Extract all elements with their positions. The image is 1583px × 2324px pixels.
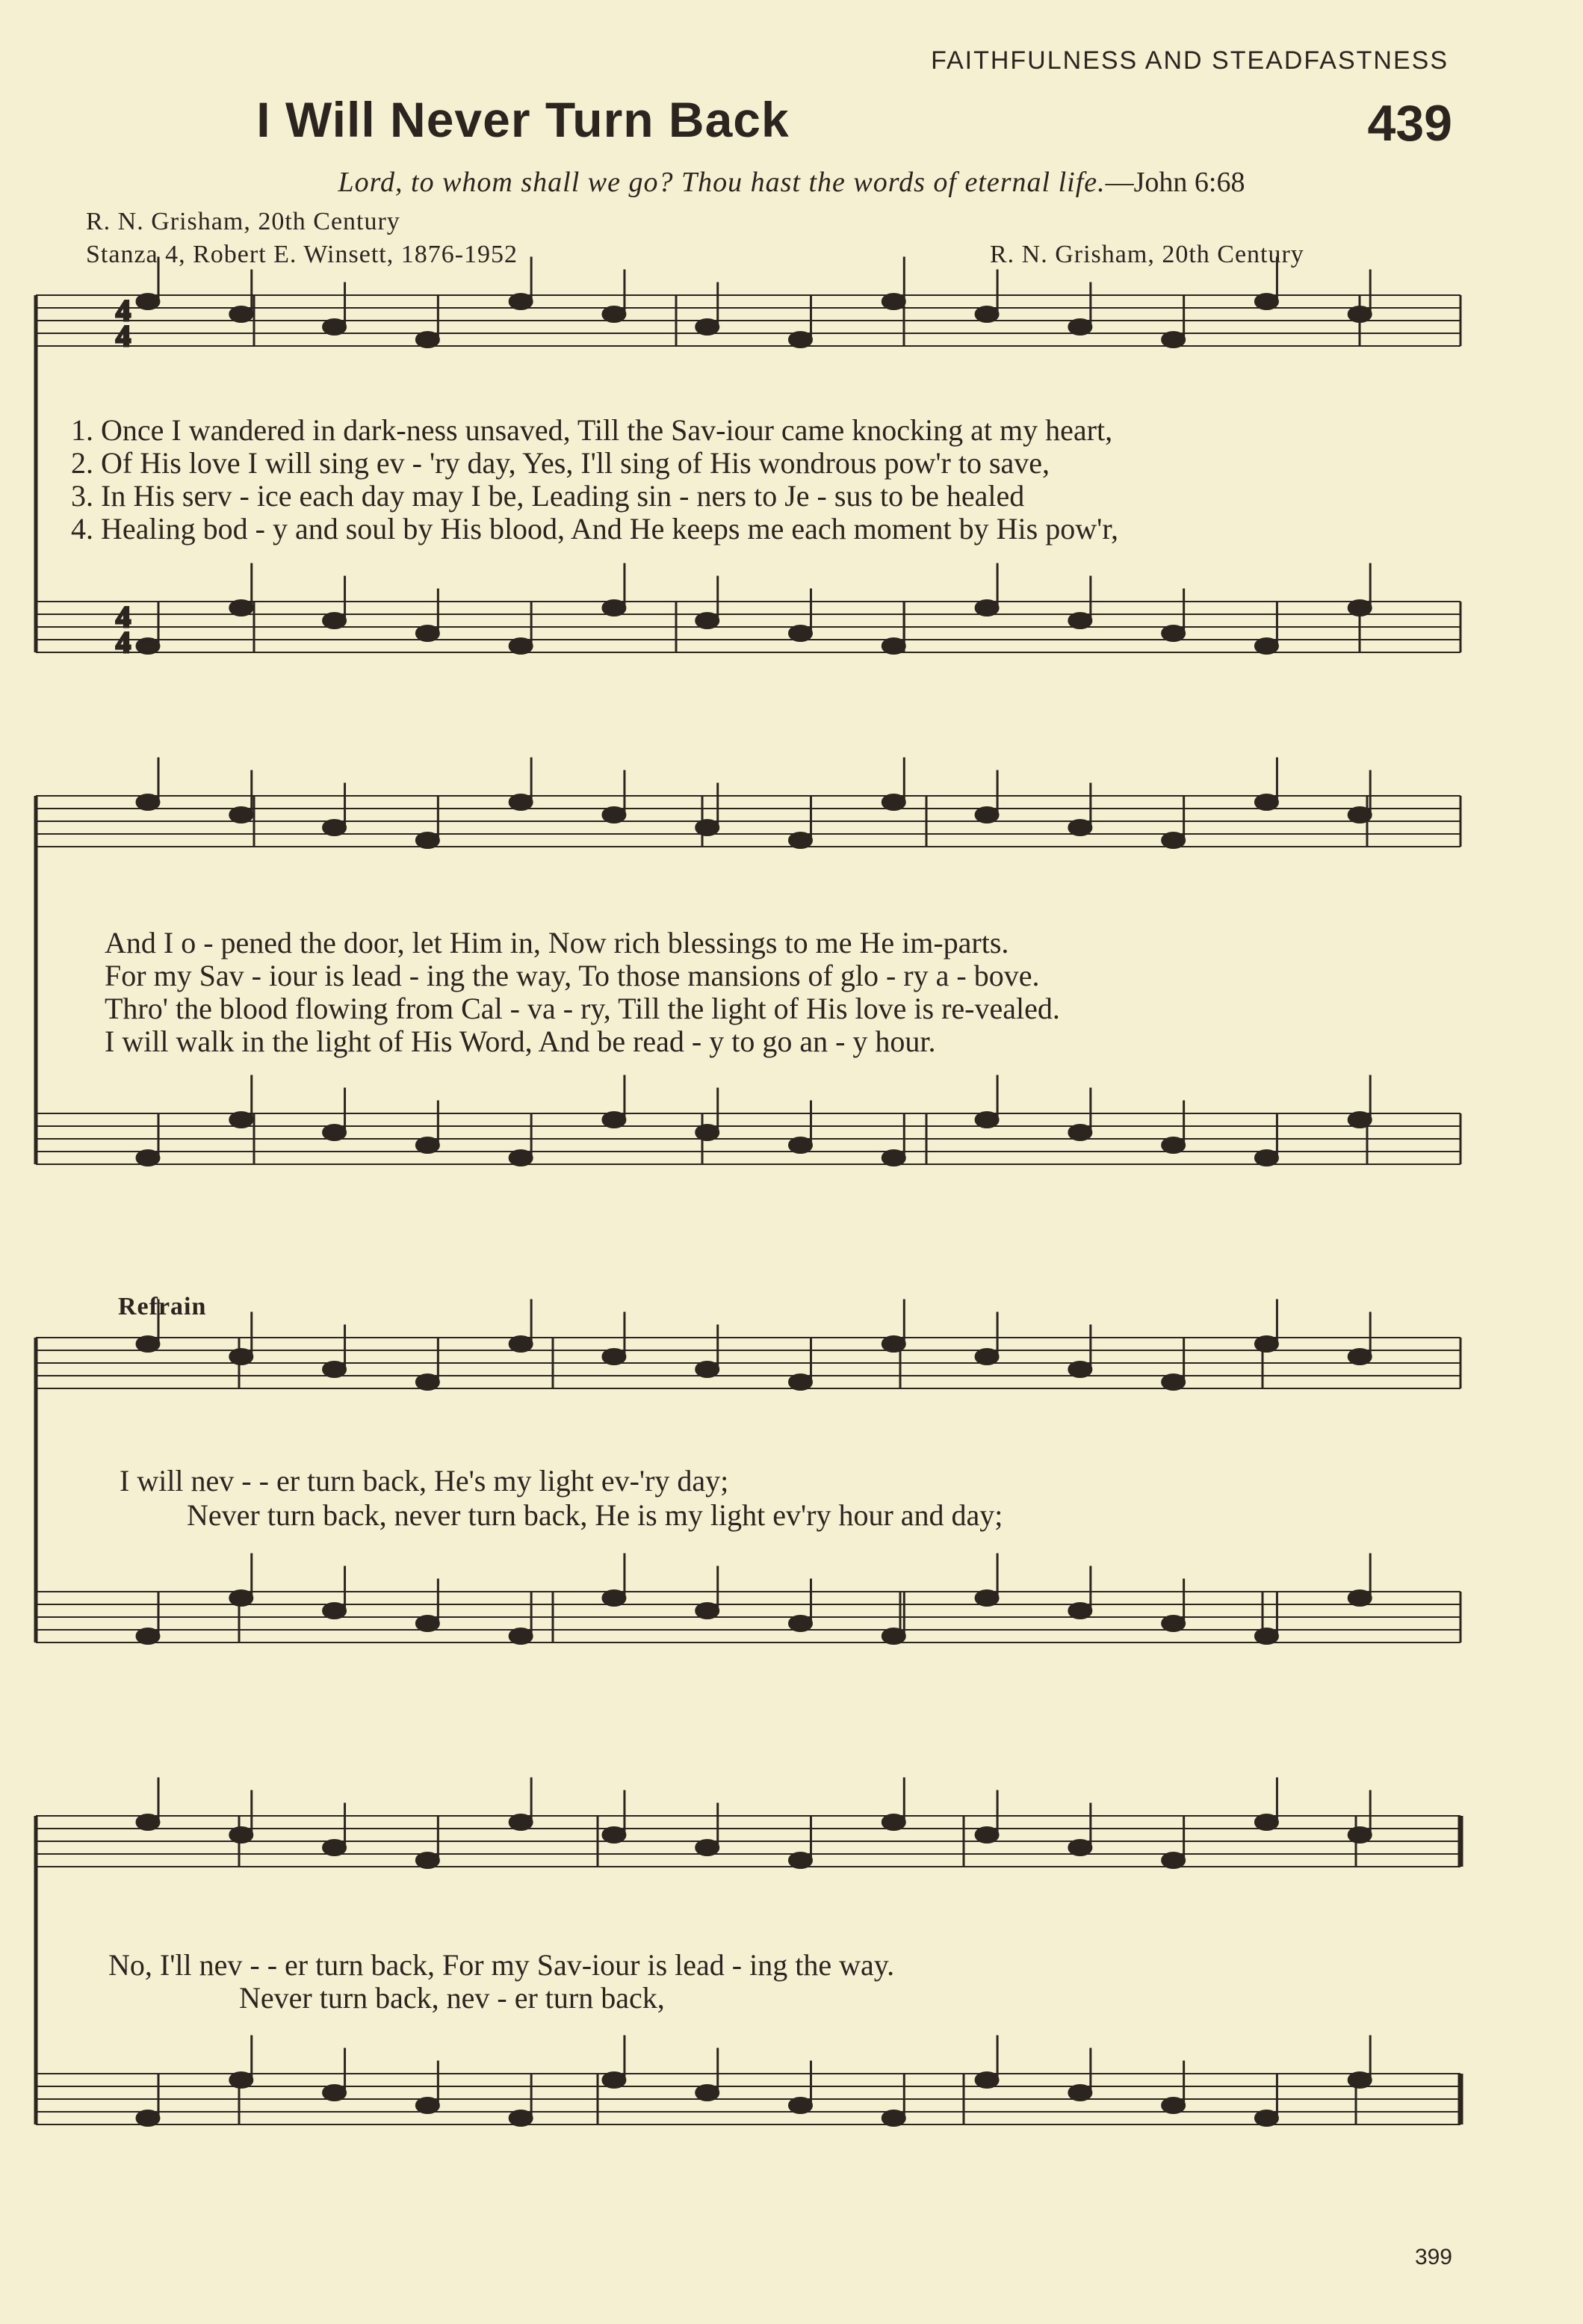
note-head [790,833,812,848]
note-head [1069,1604,1091,1619]
note-head [416,333,439,347]
verse-4-line-a: 4. Healing bod - y and soul by His blood, And He keeps me each moment by His pow'r, [71,512,1119,546]
note-head [230,1113,253,1128]
note-head [509,639,532,654]
refrain-line-2-main: No, I'll nev - - er turn back, For my Sav-iour is lead - ing the way. [108,1948,895,1982]
time-signature-top: 4 [116,600,131,634]
note-head [323,1841,346,1855]
note-head [882,1337,905,1352]
note-head [416,1138,439,1153]
verse-3-line-a: 3. In His serv - ice each day may I be, Leading sin - ners to Je - sus to be healed [71,479,1025,513]
note-head [696,1125,719,1140]
note-head [603,1350,625,1365]
credit-words: R. N. Grisham, 20th Century [86,208,400,235]
note-head [603,1591,625,1606]
note-head [603,808,625,823]
note-head [976,1113,998,1128]
note-head [137,294,159,309]
note-head [323,820,346,835]
note-head [137,1151,159,1166]
refrain-line-2-echo: Never turn back, nev - er turn back, [239,1981,665,2015]
note-head [696,1604,719,1619]
note-head [1348,601,1371,616]
note-head [790,1375,812,1390]
note-head [509,1337,532,1352]
note-head [323,320,346,335]
verse-1-line-b: And I o - pened the door, let Him in, Now rich blessings to me He im-parts. [105,926,1009,959]
note-head [509,1815,532,1830]
note-head [230,1828,253,1843]
note-head [230,1591,253,1606]
note-head [509,795,532,810]
note-head [1162,1853,1185,1868]
note-head [1348,1113,1371,1128]
note-head [1255,2111,1277,2126]
note-head [509,2111,532,2126]
note-head [1069,2086,1091,2101]
note-head [509,294,532,309]
note-head [1255,294,1277,309]
note-head [230,1350,253,1365]
verse-1-line-a: 1. Once I wandered in dark-ness unsaved, Till the Sav-iour came knocking at my heart, [71,413,1113,447]
note-head [1069,614,1091,628]
note-head [603,601,625,616]
note-head [1348,307,1371,322]
note-head [1162,2098,1185,2113]
note-head [416,2098,439,2113]
note-head [1255,639,1277,654]
note-head [230,2073,253,2088]
note-head [882,795,905,810]
time-signature-bottom: 4 [116,319,131,353]
note-head [1255,1629,1277,1644]
note-head [696,1362,719,1377]
note-head [230,307,253,322]
note-head [976,808,998,823]
note-head [976,1591,998,1606]
note-head [416,1375,439,1390]
note-head [137,1815,159,1830]
note-head [603,2073,625,2088]
section-heading: FAITHFULNESS AND STEADFASTNESS [931,46,1449,75]
note-head [790,333,812,347]
credit-music: R. N. Grisham, 20th Century [990,241,1304,268]
note-head [1069,320,1091,335]
note-head [1162,1616,1185,1631]
note-head [323,1604,346,1619]
note-head [1162,333,1185,347]
note-head [416,1853,439,1868]
credit-stanza4: Stanza 4, Robert E. Winsett, 1876-1952 [86,241,518,268]
epigraph-reference: —John 6:68 [1105,167,1245,198]
note-head [323,1362,346,1377]
note-head [1162,626,1185,641]
note-head [1255,795,1277,810]
note-head [696,820,719,835]
note-head [790,1138,812,1153]
note-head [323,614,346,628]
note-head [1255,1151,1277,1166]
note-head [416,833,439,848]
page-number: 399 [1414,2245,1452,2269]
note-head [1348,1828,1371,1843]
epigraph-text: Lord, to whom shall we go? Thou hast the words of eternal life. [338,167,1106,198]
hymn-title: I Will Never Turn Back [256,92,790,147]
note-head [603,1828,625,1843]
note-head [1348,2073,1371,2088]
note-head [1069,1125,1091,1140]
note-head [137,1629,159,1644]
hymn-number: 439 [1367,95,1452,152]
note-head [976,307,998,322]
note-head [603,1113,625,1128]
note-head [790,1616,812,1631]
verse-2-line-a: 2. Of His love I will sing ev - 'ry day, Yes, I'll sing of His wondrous pow'r to save, [71,446,1050,480]
time-signature-top: 4 [116,294,131,327]
note-head [603,307,625,322]
verse-2-line-b: For my Sav - iour is lead - ing the way, To those mansions of glo - ry a - bove. [105,959,1040,992]
note-head [1348,1591,1371,1606]
note-head [1255,1815,1277,1830]
note-head [882,294,905,309]
verse-3-line-b: Thro' the blood flowing from Cal - va - ry, Till the light of His love is re-vealed. [105,992,1060,1025]
note-head [976,601,998,616]
note-head [137,1337,159,1352]
note-head [416,626,439,641]
note-head [1255,1337,1277,1352]
note-head [137,2111,159,2126]
note-head [882,1151,905,1166]
note-head [230,808,253,823]
note-head [882,1629,905,1644]
note-head [1348,1350,1371,1365]
note-head [1069,820,1091,835]
note-head [790,626,812,641]
refrain-label: Refrain [118,1293,207,1320]
note-head [790,2098,812,2113]
time-signature-bottom: 4 [116,625,131,659]
note-head [1069,1841,1091,1855]
note-head [323,1125,346,1140]
note-head [696,1841,719,1855]
note-head [882,639,905,654]
note-head [1162,1138,1185,1153]
note-head [882,1815,905,1830]
note-head [323,2086,346,2101]
note-head [1348,808,1371,823]
note-head [1162,833,1185,848]
note-head [1069,1362,1091,1377]
note-head [509,1629,532,1644]
note-head [882,2111,905,2126]
note-head [790,1853,812,1868]
note-head [696,320,719,335]
verse-4-line-b: I will walk in the light of His Word, And be read - y to go an - y hour. [105,1025,936,1058]
refrain-line-1-echo: Never turn back, never turn back, He is my light ev'ry hour and day; [187,1498,1003,1532]
note-head [976,1828,998,1843]
note-head [976,2073,998,2088]
note-head [230,601,253,616]
note-head [509,1151,532,1166]
note-head [696,2086,719,2101]
note-head [976,1350,998,1365]
note-head [1162,1375,1185,1390]
refrain-line-1-main: I will nev - - er turn back, He's my light ev-'ry day; [120,1464,729,1498]
note-head [137,639,159,654]
note-head [696,614,719,628]
note-head [137,795,159,810]
note-head [416,1616,439,1631]
